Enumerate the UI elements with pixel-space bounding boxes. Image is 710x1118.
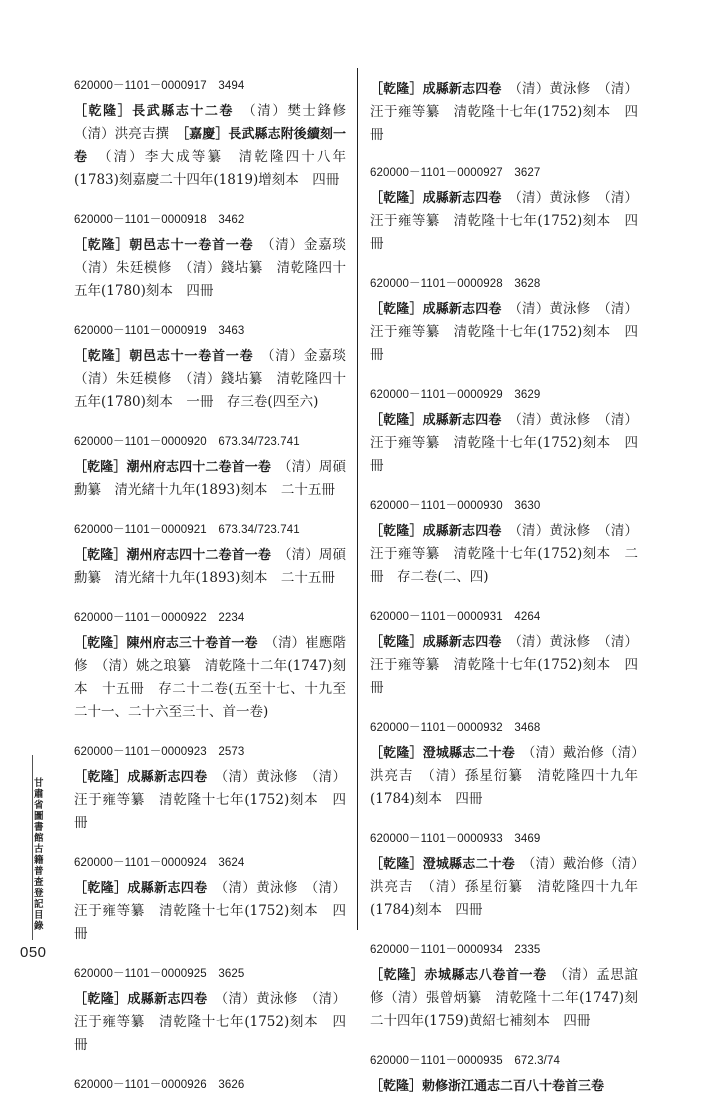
entry-title: ［乾隆］赤城縣志八卷首一卷 (370, 968, 547, 983)
entry-body (74, 345, 346, 414)
entry-text: （清）黄泳修 （清）汪于雍等纂 清乾隆十七年(1752)刻本 四冊 (370, 412, 638, 474)
catalog-entry (74, 966, 346, 1057)
entry-body (370, 187, 638, 256)
entry-title-2: ［嘉慶］長武縣志附後續刻一卷 (74, 127, 347, 165)
catalog-entry (370, 831, 638, 922)
entry-text: （清）戴治修（清）洪亮吉 （清）孫星衍纂 清乾隆四十九年(1784)刻本 四冊 (370, 745, 639, 807)
entry-title: ［乾隆］成縣新志四卷 (370, 82, 502, 97)
entry-text: （清）樊士鋒修（清）洪亮吉撰 (74, 103, 346, 142)
entry-title: ［乾隆］勅修浙江通志二百八十卷首三卷 (370, 1079, 605, 1094)
catalog-entry (74, 522, 346, 590)
entry-code: 620000－1101－0000930 3630 (370, 500, 541, 512)
entry-code: 620000－1101－0000928 3628 (370, 278, 541, 290)
entry-code: 620000－1101－0000925 3625 (74, 968, 245, 980)
entry-title: ［乾隆］長武縣志十二卷 (74, 104, 234, 119)
entry-title: ［乾隆］成縣新志四卷 (74, 992, 208, 1007)
catalog-entry (370, 1053, 638, 1098)
catalog-entry (74, 855, 346, 946)
entry-title: ［乾隆］潮州府志四十二卷首一卷 (74, 460, 272, 475)
side-label: 甘肅省圖書館古籍普查登記目錄 (34, 778, 44, 932)
entry-code: 620000－1101－0000923 2573 (74, 746, 245, 758)
catalog-entry (370, 165, 638, 256)
side-rule (32, 755, 33, 940)
entry-title: ［乾隆］朝邑志十一卷首一卷 (74, 349, 254, 364)
entry-text: （清）黄泳修 （清）汪于雍等纂 清乾隆十七年(1752)刻本 四冊 (370, 301, 638, 363)
entry-body (74, 877, 346, 946)
catalog-entry-continued (370, 78, 638, 147)
entry-code: 620000－1101－0000920 673.34/723.741 (74, 436, 300, 448)
entry-text: （清）黄泳修 （清）汪于雍等纂 清乾隆十七年(1752)刻本 四冊 (370, 81, 638, 143)
entry-text-2: （清）李大成等纂 清乾隆四十八年(1783)刻嘉慶二十四年(1819)增刻本 四冊 (74, 149, 347, 188)
catalog-entry (74, 744, 346, 835)
left-column (74, 78, 346, 1113)
entry-body (370, 78, 638, 147)
entry-code: 620000－1101－0000919 3463 (74, 325, 245, 337)
entry-text: （清）周碩勳纂 清光緒十九年(1893)刻本 二十五冊 (74, 459, 346, 498)
entry-code: 620000－1101－0000931 4264 (370, 611, 541, 623)
catalog-entry (74, 323, 346, 414)
entry-body (370, 409, 638, 478)
entry-body (370, 631, 638, 700)
catalog-entry (370, 498, 638, 589)
entry-title: ［乾隆］成縣新志四卷 (370, 635, 502, 650)
entry-code: 620000－1101－0000934 2335 (370, 944, 541, 956)
entry-text: （清）崔應階修 （清）姚之琅纂 清乾隆十二年(1747)刻本 十五冊 存二十二卷(五至十七、十九至二十一、二十六至三十、首一卷) (74, 635, 347, 720)
column-divider (357, 68, 358, 930)
entry-body (370, 1075, 638, 1098)
entry-text: （清）黄泳修 （清）汪于雍等纂 清乾隆十七年(1752)刻本 四冊 (370, 190, 638, 252)
entry-code: 620000－1101－0000922 2234 (74, 612, 245, 624)
entry-title: ［乾隆］潮州府志四十二卷首一卷 (74, 548, 272, 563)
entry-body (74, 988, 346, 1057)
catalog-entry (74, 610, 346, 724)
entry-body (74, 456, 346, 502)
entry-text: （清）金嘉琰（清）朱廷模修 （清）錢坫纂 清乾隆四十五年(1780)刻本 四冊 (74, 237, 347, 299)
entry-title: ［乾隆］成縣新志四卷 (370, 191, 502, 206)
entry-body (370, 853, 638, 922)
entry-code: 620000－1101－0000926 3626 (74, 1079, 245, 1091)
entry-text: （清）周碩勳纂 清光緒十九年(1893)刻本 二十五冊 (74, 547, 346, 586)
entry-text: （清）黄泳修 （清）汪于雍等纂 清乾隆十七年(1752)刻本 四冊 (370, 634, 638, 696)
entry-title: ［乾隆］成縣新志四卷 (74, 770, 208, 785)
entry-body (370, 298, 638, 367)
entry-title: ［乾隆］成縣新志四卷 (74, 881, 208, 896)
entry-title: ［乾隆］成縣新志四卷 (370, 413, 502, 428)
entry-code: 620000－1101－0000921 673.34/723.741 (74, 524, 300, 536)
catalog-entry (370, 942, 638, 1033)
entry-text: （清）黄泳修 （清）汪于雍等纂 清乾隆十七年(1752)刻本 二冊 存二卷(二、四) (370, 523, 638, 585)
side-decoration (8, 760, 54, 920)
entry-text: （清）戴治修（清）洪亮吉 （清）孫星衍纂 清乾隆四十九年(1784)刻本 四冊 (370, 856, 639, 918)
entry-code: 620000－1101－0000933 3469 (370, 833, 541, 845)
entry-title: ［乾隆］成縣新志四卷 (370, 302, 502, 317)
page-number: 050 (20, 944, 47, 961)
entry-code: 620000－1101－0000917 3494 (74, 80, 245, 92)
catalog-entry (74, 212, 346, 303)
entry-title: ［乾隆］朝邑志十一卷首一卷 (74, 238, 254, 253)
entry-code: 620000－1101－0000924 3624 (74, 857, 245, 869)
entry-title: ［乾隆］澄城縣志二十卷 (370, 746, 515, 761)
entry-body (74, 234, 346, 303)
entry-title: ［乾隆］澄城縣志二十卷 (370, 857, 515, 872)
entry-code: 620000－1101－0000932 3468 (370, 722, 541, 734)
entry-text: （清）孟思誼修（清）張曾炳纂 清乾隆十二年(1747)刻二十四年(1759)黄紹七補刻本 四冊 (370, 967, 638, 1029)
catalog-entry (370, 387, 638, 478)
entry-body (370, 742, 638, 811)
catalog-entry (74, 434, 346, 502)
entry-title: ［乾隆］陳州府志三十卷首一卷 (74, 636, 258, 651)
entry-body (370, 520, 638, 589)
entry-body (74, 544, 346, 590)
entry-text: （清）黄泳修 （清）汪于雍等纂 清乾隆十七年(1752)刻本 四冊 (74, 880, 347, 942)
entry-title: ［乾隆］成縣新志四卷 (370, 524, 502, 539)
catalog-entry (74, 1077, 346, 1093)
right-column (370, 78, 638, 1118)
entry-body (74, 766, 346, 835)
catalog-entry (370, 720, 638, 811)
entry-code: 620000－1101－0000929 3629 (370, 389, 541, 401)
entry-code: 620000－1101－0000927 3627 (370, 167, 541, 179)
catalog-entry (74, 78, 346, 192)
entry-text: （清）黄泳修 （清）汪于雍等纂 清乾隆十七年(1752)刻本 四冊 (74, 991, 347, 1053)
catalog-entry (370, 609, 638, 700)
entry-body (74, 632, 346, 724)
entry-body (370, 964, 638, 1033)
entry-text: （清）金嘉琰（清）朱廷模修 （清）錢坫纂 清乾隆四十五年(1780)刻本 一冊 存三卷(四至六) (74, 348, 347, 410)
catalog-entry (370, 276, 638, 367)
entry-code: 620000－1101－0000918 3462 (74, 214, 245, 226)
entry-text: （清）黄泳修 （清）汪于雍等纂 清乾隆十七年(1752)刻本 四冊 (74, 769, 347, 831)
entry-code: 620000－1101－0000935 672.3/74 (370, 1055, 560, 1067)
entry-body (74, 100, 346, 192)
